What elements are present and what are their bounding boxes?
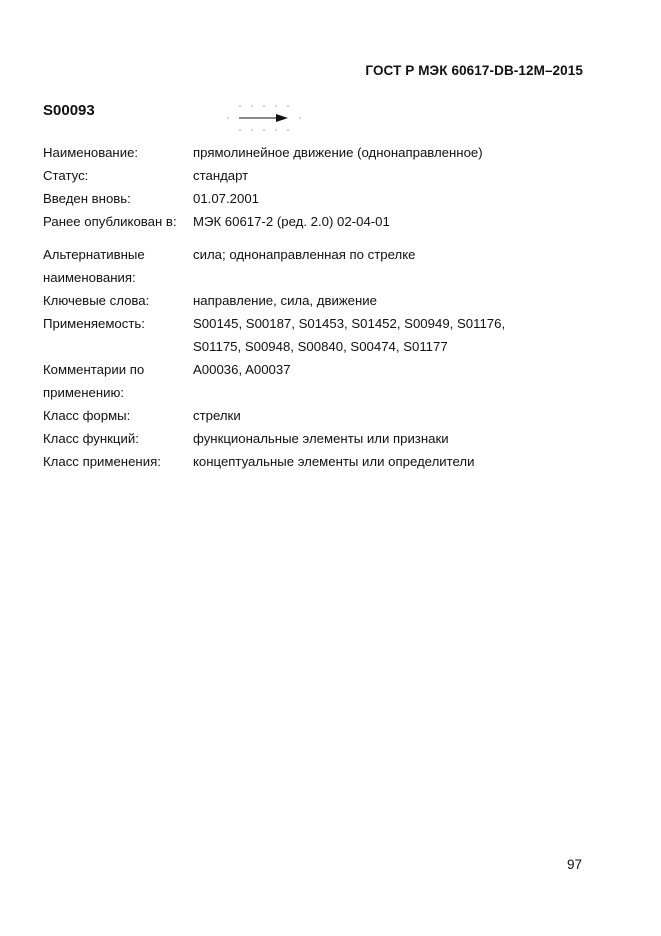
field-function-class	[43, 430, 603, 453]
field-value: стандарт	[193, 168, 249, 183]
field-label: Введен вновь:	[43, 191, 131, 206]
field-label: наименования:	[43, 270, 136, 285]
field-previously-published	[43, 213, 603, 236]
field-label: Альтернативные	[43, 247, 145, 262]
field-label: Наименование:	[43, 145, 139, 160]
attribute-table	[43, 144, 603, 476]
field-value: концептуальные элементы или определители	[193, 454, 475, 469]
field-value: S01175, S00948, S00840, S00474, S01177	[193, 339, 448, 354]
field-status	[43, 167, 603, 190]
field-application-class	[43, 453, 603, 476]
field-introduced	[43, 190, 603, 213]
standard-title: ГОСТ Р МЭК 60617-DB-12M–2015	[365, 63, 583, 78]
field-value: A00036, A00037	[193, 362, 291, 377]
section-gap	[43, 236, 603, 246]
field-alternative-names	[43, 246, 603, 292]
field-value: S00145, S00187, S01453, S01452, S00949, S01176,	[193, 316, 506, 331]
page-number: 97	[567, 857, 583, 872]
field-value: направление, сила, движение	[193, 293, 377, 308]
field-applicability	[43, 315, 603, 361]
field-value: функциональные элементы или признаки	[193, 431, 449, 446]
field-label: применению:	[43, 385, 125, 400]
field-shape-class	[43, 407, 603, 430]
field-label: Класс функций:	[43, 431, 139, 446]
field-value: 01.07.2001	[193, 191, 260, 206]
field-name	[43, 144, 603, 167]
symbol-code: S00093	[43, 102, 95, 119]
field-value: прямолинейное движение (однонаправленное)	[193, 145, 483, 160]
field-value: МЭК 60617-2 (ред. 2.0) 02-04-01	[193, 214, 390, 229]
unidirectional-arrow-icon	[226, 104, 302, 134]
field-keywords	[43, 292, 603, 315]
field-value: стрелки	[193, 408, 241, 423]
field-value: сила; однонаправленная по стрелке	[193, 247, 416, 262]
field-label: Класс формы:	[43, 408, 131, 423]
field-application-comments	[43, 361, 603, 407]
field-label: Статус:	[43, 168, 89, 183]
field-label: Класс применения:	[43, 454, 161, 469]
field-label: Ранее опубликован в:	[43, 214, 177, 229]
field-label: Ключевые слова:	[43, 293, 150, 308]
field-label: Комментарии по	[43, 362, 145, 377]
field-label: Применяемость:	[43, 316, 145, 331]
